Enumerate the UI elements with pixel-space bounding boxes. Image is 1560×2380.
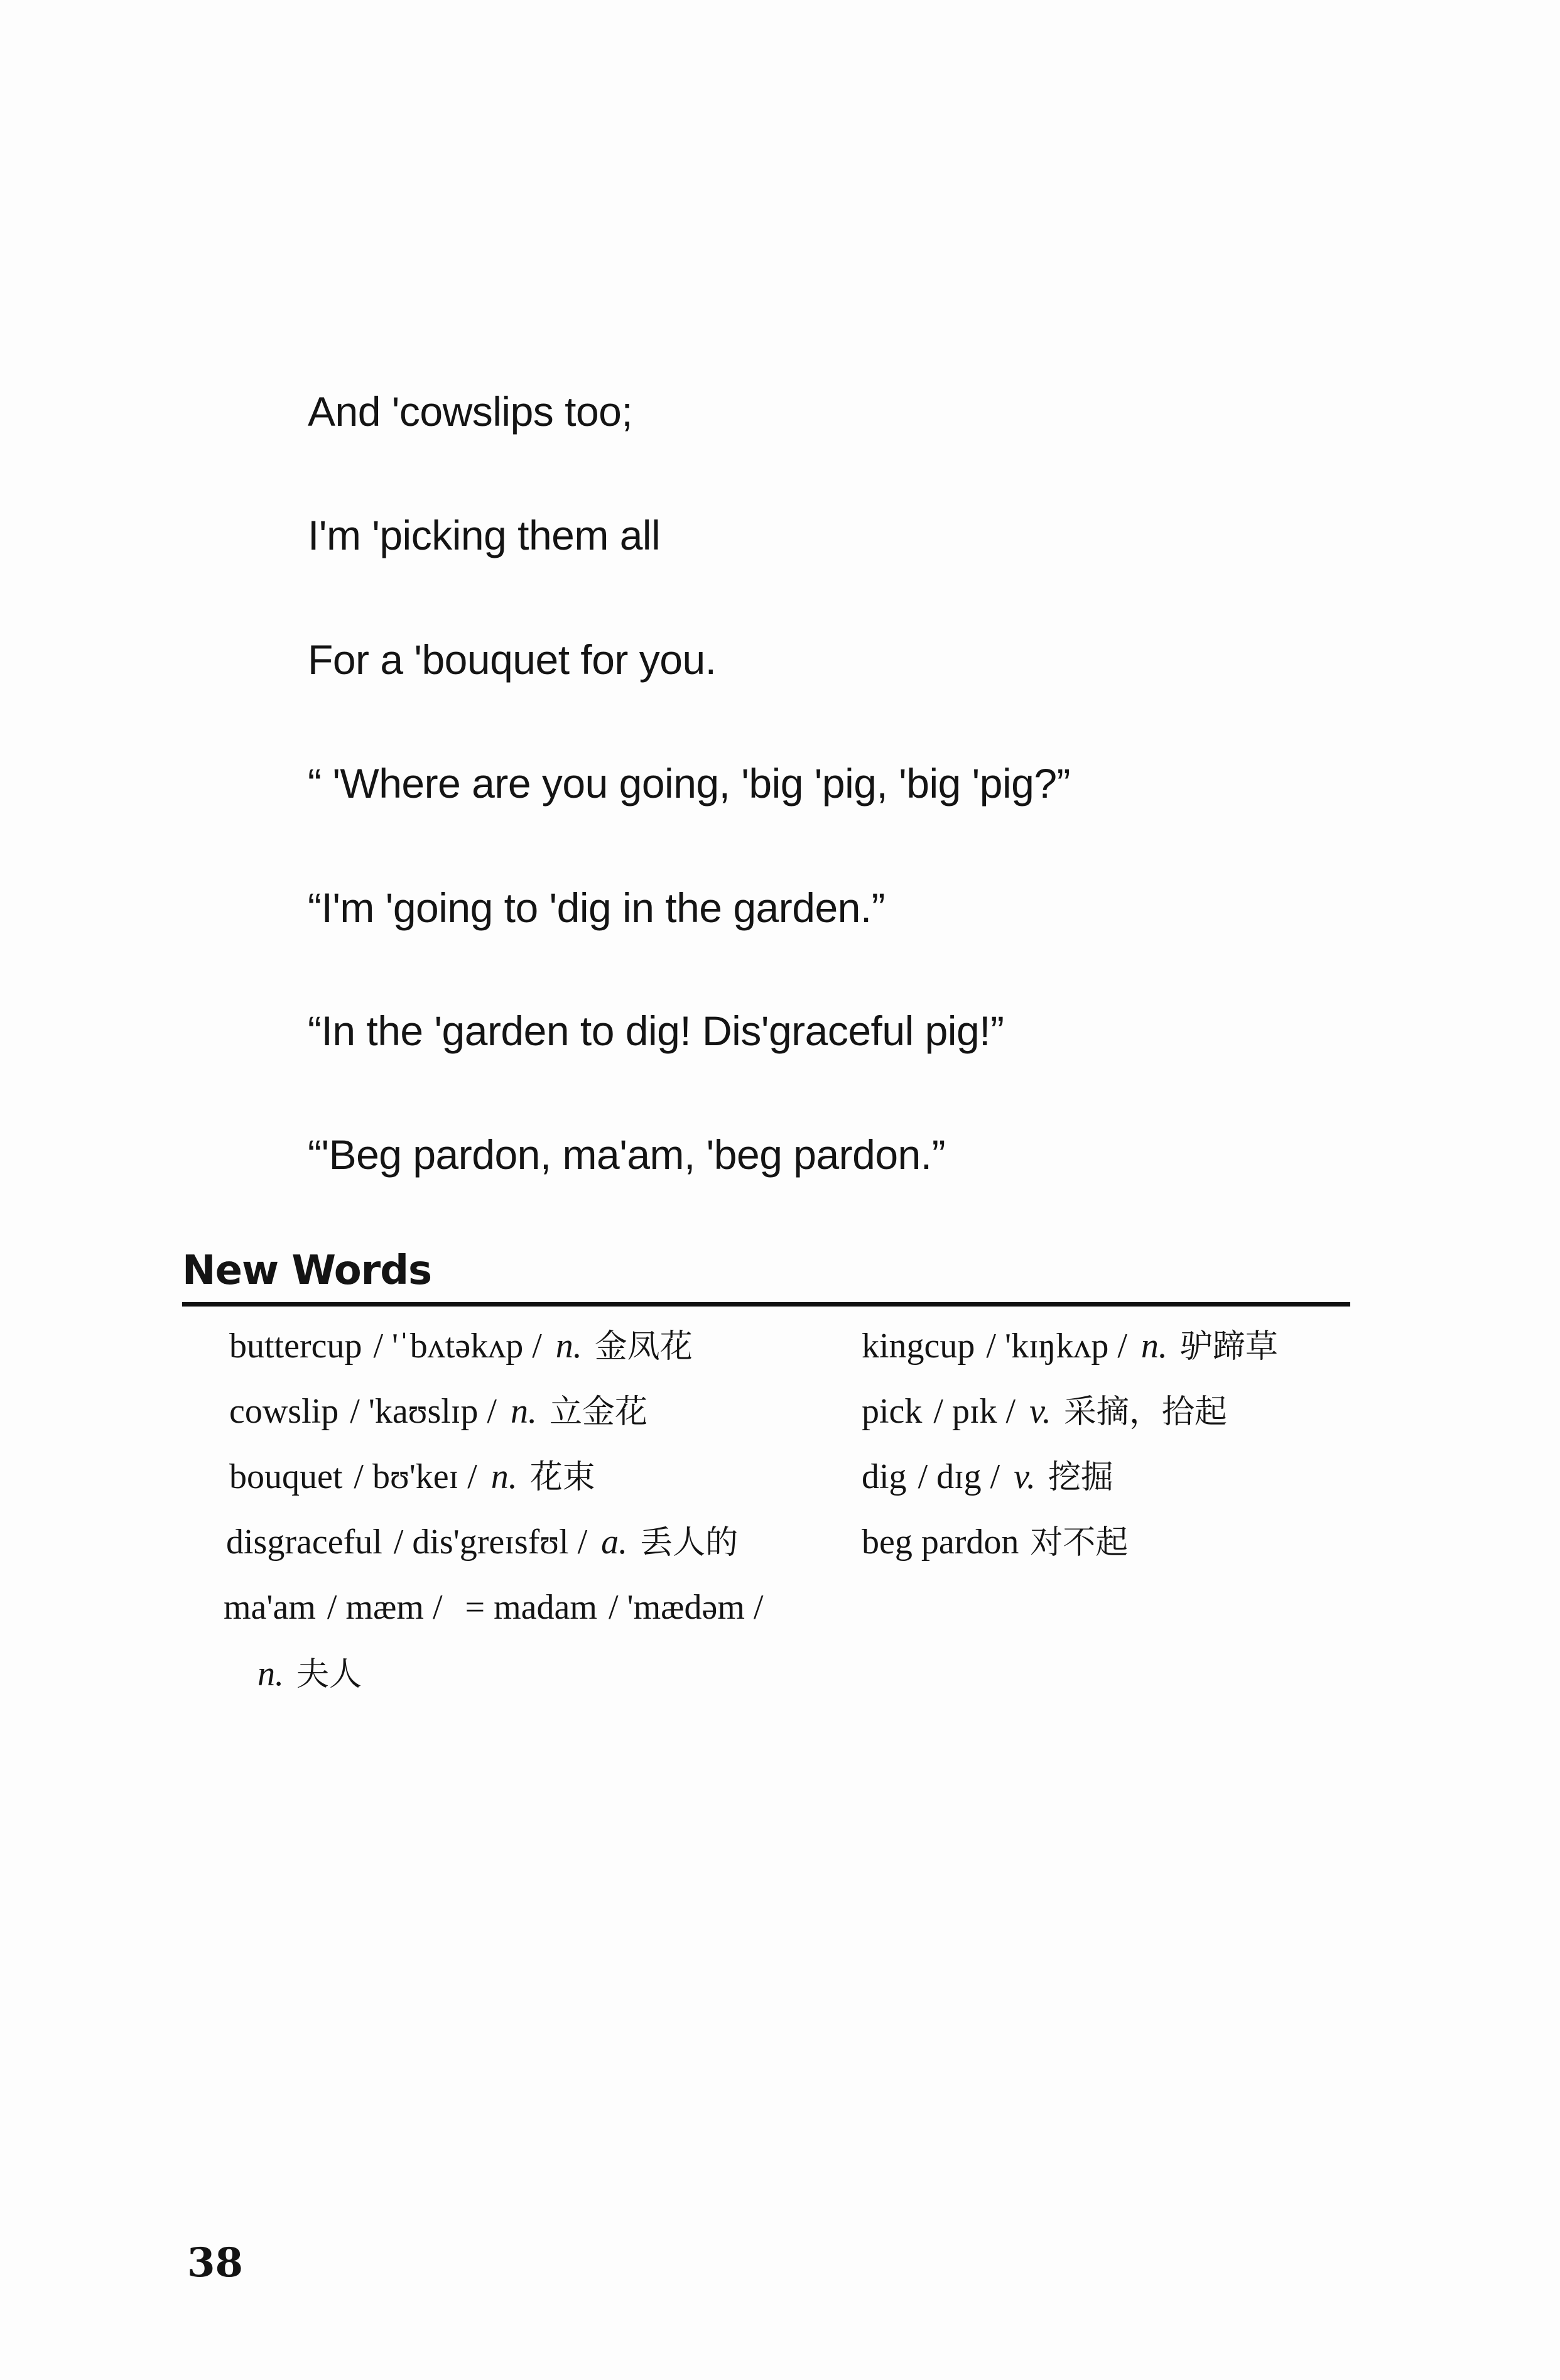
vocab-word: cowslip xyxy=(229,1392,339,1431)
vocab-entry-disgraceful xyxy=(226,1520,738,1565)
poem-line: “'Beg pardon, ma'am, 'beg pardon.” xyxy=(308,1131,946,1178)
page-number: 38 xyxy=(187,2239,244,2286)
poem-line: And 'cowslips too; xyxy=(308,388,633,435)
vocab-ipa: / 'kaʊslɪp / xyxy=(350,1392,497,1431)
vocab-definition: 驴蹄草 xyxy=(1179,1328,1278,1366)
vocab-entry-pick xyxy=(862,1389,1227,1434)
vocab-pos: v. xyxy=(1014,1457,1036,1496)
poem-line: For a 'bouquet for you. xyxy=(308,636,717,683)
vocab-pos: n. xyxy=(510,1392,537,1431)
vocab-ipa: / bʊ'keɪ / xyxy=(354,1457,477,1496)
poem-line: “In the 'garden to dig! Dis'graceful pig!” xyxy=(308,1008,1004,1054)
vocab-entry-bouquet xyxy=(229,1455,595,1499)
vocab-word: ma'am xyxy=(224,1588,316,1627)
vocab-equals: = xyxy=(465,1588,485,1627)
poem-line: I'm 'picking them all xyxy=(308,512,661,558)
vocab-word: pick xyxy=(862,1392,923,1431)
vocab-definition: 夫人 xyxy=(296,1656,362,1693)
vocab-entry-maam xyxy=(224,1585,777,1629)
vocab-definition: 花束 xyxy=(529,1459,595,1496)
vocab-pos: n. xyxy=(257,1655,284,1693)
vocab-entry-buttercup xyxy=(229,1324,693,1369)
vocab-ipa: / dis'greɪsfʊl / xyxy=(393,1523,588,1562)
vocab-pos: v. xyxy=(1029,1392,1051,1431)
vocab-definition: 丢人的 xyxy=(640,1524,739,1562)
new-words-heading: New Words xyxy=(182,1247,432,1294)
vocab-pos: n. xyxy=(490,1457,517,1496)
vocab-pos: n. xyxy=(555,1327,582,1366)
vocab-entry-cowslip xyxy=(229,1389,647,1434)
vocab-definition: 采摘，拾起 xyxy=(1063,1393,1227,1431)
vocab-definition: 立金花 xyxy=(549,1393,647,1431)
vocab-definition: 金凤花 xyxy=(594,1328,693,1366)
vocab-ipa: / 'kɪŋkʌp / xyxy=(986,1327,1127,1366)
vocab-word: bouquet xyxy=(229,1457,343,1496)
vocab-word: disgraceful xyxy=(226,1523,382,1562)
vocab-ipa: / dɪg / xyxy=(918,1457,1000,1496)
vocab-word: kingcup xyxy=(862,1327,975,1366)
vocab-entry-dig xyxy=(862,1455,1113,1499)
vocab-entry-kingcup xyxy=(862,1324,1278,1369)
vocab-ipa: / 'ˈbʌtəkʌp / xyxy=(373,1327,542,1366)
vocab-word: buttercup xyxy=(229,1327,362,1366)
vocab-pos: a. xyxy=(601,1523,628,1562)
poem-line: “ 'Where are you going, 'big 'pig, 'big 'pig?” xyxy=(308,760,1071,807)
heading-divider xyxy=(182,1302,1350,1307)
vocab-alt-ipa: / 'mædəm / xyxy=(608,1588,764,1627)
vocab-alt-word: madam xyxy=(494,1588,597,1627)
poem-line: “I'm 'going to 'dig in the garden.” xyxy=(308,884,886,931)
vocab-definition: 对不起 xyxy=(1030,1524,1129,1562)
vocab-ipa: / pɪk / xyxy=(933,1392,1016,1431)
vocab-entry-beg-pardon xyxy=(862,1520,1128,1565)
vocab-word: beg pardon xyxy=(862,1523,1019,1562)
vocab-entry-maam-definition xyxy=(257,1652,362,1697)
vocab-pos: n. xyxy=(1140,1327,1167,1366)
vocab-ipa: / mæm / xyxy=(327,1588,443,1627)
vocab-word: dig xyxy=(862,1457,907,1496)
vocab-definition: 挖掘 xyxy=(1048,1459,1113,1496)
